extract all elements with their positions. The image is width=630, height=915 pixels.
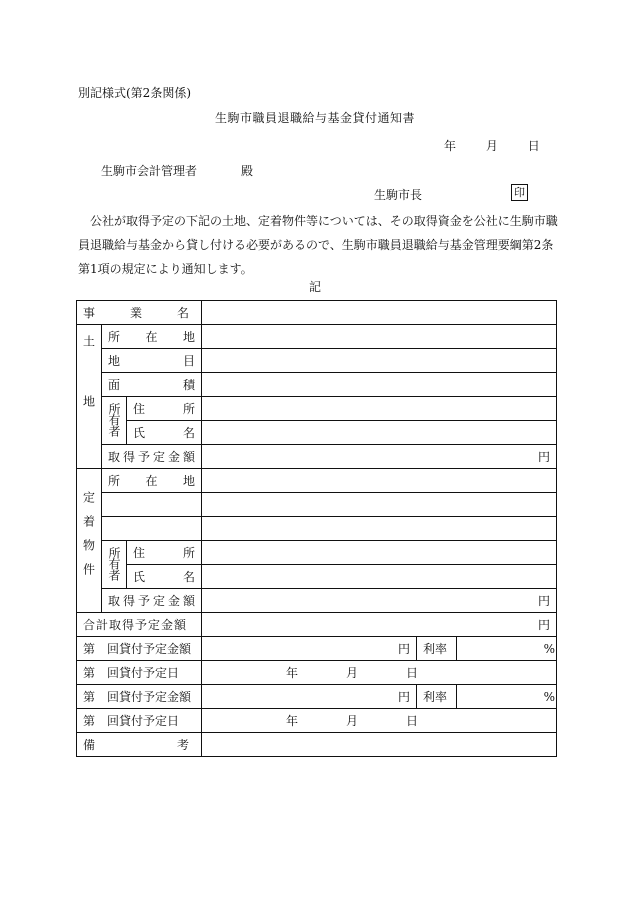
fixture-planned-amount-field[interactable]: [202, 589, 557, 613]
row-total: [77, 613, 557, 637]
date-month: 月: [485, 139, 498, 153]
addressee: 生駒市会計管理者: [101, 164, 198, 178]
land-owner-address-label: [127, 397, 202, 421]
remarks-label: [77, 733, 202, 757]
row-land-area: [77, 373, 557, 397]
fixture-location-field[interactable]: [202, 469, 557, 493]
land-category-field[interactable]: [202, 349, 557, 373]
date-day: 日: [527, 139, 540, 153]
row-fixture-blank-1: [77, 493, 557, 517]
land-yen-unit: 円: [538, 450, 551, 464]
fixture-blank-label-2[interactable]: [102, 517, 202, 541]
row-remarks: [77, 733, 557, 757]
percent-unit-1: %: [543, 641, 556, 656]
row-fixture-planned-amount: [77, 589, 557, 613]
fixture-yen-unit: 円: [538, 594, 551, 608]
loan-amount-field-2[interactable]: [202, 685, 417, 709]
fixture-owner-address-field[interactable]: [202, 541, 557, 565]
fixture-group-label: 定着物件: [77, 469, 102, 613]
row-land-owner-address: [77, 397, 557, 421]
fixture-planned-amount-label: 取得予定金額: [102, 589, 202, 613]
loan-date-month-1: 月: [346, 666, 359, 680]
land-owner-label: 所有者: [102, 397, 127, 445]
honorific: 殿: [241, 164, 254, 178]
rate-field-2[interactable]: [457, 685, 557, 709]
ki-heading: 記: [308, 280, 321, 294]
total-field[interactable]: [202, 613, 557, 637]
land-owner-address-field[interactable]: [202, 397, 557, 421]
spread-fixture-name: 氏 名: [133, 570, 196, 584]
land-owner-name-label: [127, 421, 202, 445]
loan-date-field-1[interactable]: [202, 661, 557, 685]
land-group-label: 土地: [77, 325, 102, 469]
fixture-location-label: [102, 469, 202, 493]
row-fixture-owner-name: [77, 565, 557, 589]
row-fixture-owner-address: [77, 541, 557, 565]
fixture-owner-name-label: [127, 565, 202, 589]
loan-date-day-1: 日: [406, 666, 419, 680]
loan-yen-unit-2: 円: [398, 690, 411, 704]
land-owner-name-field[interactable]: [202, 421, 557, 445]
spread-land-name: 氏 名: [133, 426, 196, 440]
row-loan-date-1: [77, 661, 557, 685]
spread-land-category: 地 目: [108, 354, 196, 368]
land-area-label: [102, 373, 202, 397]
rate-label-2: 利率: [417, 685, 457, 709]
percent-unit-2: %: [543, 689, 556, 704]
loan-yen-unit-1: 円: [398, 642, 411, 656]
row-fixture-blank-2: [77, 517, 557, 541]
total-label: 合計取得予定金額: [77, 613, 202, 637]
row-loan-date-2: [77, 709, 557, 733]
loan-date-day-2: 日: [406, 714, 419, 728]
loan-date-year-2: 年: [286, 714, 299, 728]
fixture-owner-name-field[interactable]: [202, 565, 557, 589]
fixture-owner-label: 所有者: [102, 541, 127, 589]
fixture-blank-field-1[interactable]: [202, 493, 557, 517]
spread-project: [83, 304, 195, 321]
land-area-field[interactable]: [202, 373, 557, 397]
row-land-planned-amount: [77, 445, 557, 469]
land-location-field[interactable]: [202, 325, 557, 349]
loan-date-field-2[interactable]: [202, 709, 557, 733]
spread-fixture-address: 住 所: [133, 546, 196, 560]
addressee-line: [101, 162, 253, 179]
loan-date-month-2: 月: [346, 714, 359, 728]
row-land-location: [77, 325, 557, 349]
fixture-blank-field-2[interactable]: [202, 517, 557, 541]
total-yen-unit: 円: [538, 618, 551, 632]
sender: 生駒市長: [374, 188, 423, 202]
spread-land-area: 面 積: [108, 378, 196, 392]
notification-table: [76, 300, 557, 757]
row-loan-amount-1: [77, 637, 557, 661]
project-name-field[interactable]: [202, 301, 557, 325]
spread-remarks: 備 考: [83, 738, 190, 752]
land-planned-amount-label: 取得予定金額: [102, 445, 202, 469]
rate-label-1: 利率: [417, 637, 457, 661]
spread-fixture-location: 所 在 地: [108, 474, 196, 488]
remarks-field[interactable]: [202, 733, 557, 757]
row-project-name: [77, 301, 557, 325]
row-land-owner-name: [77, 421, 557, 445]
row-loan-amount-2: [77, 685, 557, 709]
loan-amount-label-1: 第 回貸付予定金額: [77, 637, 202, 661]
fixture-owner-address-label: [127, 541, 202, 565]
project-name-label: [77, 301, 202, 325]
seal-box: 印: [511, 184, 528, 201]
body-text: [78, 209, 558, 281]
issue-date: [444, 137, 540, 154]
land-category-label: [102, 349, 202, 373]
loan-date-year-1: 年: [286, 666, 299, 680]
loan-date-label-1: 第 回貸付予定日: [77, 661, 202, 685]
land-location-label: [102, 325, 202, 349]
document-title: 生駒市職員退職給与基金貸付通知書: [214, 111, 415, 125]
fixture-blank-label-1[interactable]: [102, 493, 202, 517]
spread-land-address: 住 所: [133, 402, 196, 416]
date-year: 年: [444, 139, 457, 153]
loan-date-label-2: 第 回貸付予定日: [77, 709, 202, 733]
row-fixture-location: [77, 469, 557, 493]
rate-field-1[interactable]: [457, 637, 557, 661]
body-paragraph: 公社が取得予定の下記の土地、定着物件等については、その取得資金を公社に生駒市職員退職給与基金から貸し付ける必要があるので、生駒市職員退職給与基金管理要綱第2条第1項の規定により通知します。: [78, 214, 558, 276]
land-planned-amount-field[interactable]: [202, 445, 557, 469]
project-char-3: 名: [177, 306, 190, 320]
loan-amount-label-2: 第 回貸付予定金額: [77, 685, 202, 709]
project-char-1: 事: [83, 306, 96, 320]
row-land-category: [77, 349, 557, 373]
form-label: 別記様式(第2条関係): [78, 86, 191, 100]
spread-land-location: 所 在 地: [108, 330, 196, 344]
project-char-2: 業: [130, 306, 143, 320]
loan-amount-field-1[interactable]: [202, 637, 417, 661]
